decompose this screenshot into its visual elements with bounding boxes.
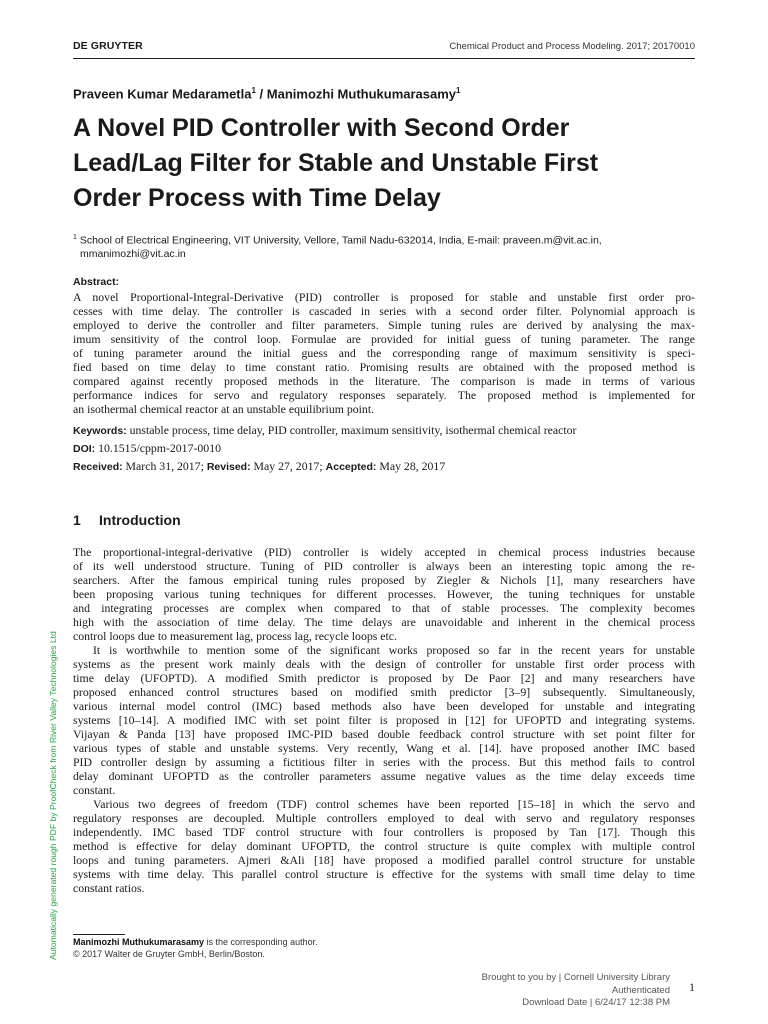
download-stamp-line: Download Date | 6/24/17 12:38 PM: [522, 997, 670, 1008]
text-line: systems as the present work mainly deals with the design of controller for unstable first order process with: [73, 657, 695, 671]
text-line: been proposing various tuning techniques for different processes. However, the tuning techniques for unstable: [73, 587, 695, 601]
abstract-line: of tuning parameter around the initial guess and the corresponding range of maximum sensitivity is speci-: [73, 346, 695, 360]
introduction-body: [73, 545, 695, 895]
keywords-value: unstable process, time delay, PID controller, maximum sensitivity, isothermal chemical reactor: [126, 423, 577, 437]
revised-label: Revised:: [206, 461, 251, 473]
footnote-divider: [73, 934, 125, 935]
abstract-line: compared against recently proposed methods in the literature. The comparison is made in terms of various: [73, 374, 695, 388]
text-line: It is worthwhile to mention some of the significant works proposed so far in the recent years for unstable: [93, 643, 695, 657]
abstract-line: an isothermal chemical reactor at an unstable equilibrium point.: [73, 402, 375, 416]
title-line: Order Process with Time Delay: [73, 184, 441, 212]
abstract-line: imum sensitivity of the control loop. Formulae are provided for initial guess of tuning parameter. The range: [73, 332, 695, 346]
text-line: regulatory responses are decoupled. Multiple controllers employed to deal with servo and regulatory responses: [73, 811, 695, 825]
text-line: systems with time delay. This parallel control structure is effective for the systems with small time delay to time: [73, 867, 695, 881]
running-header: [73, 40, 695, 56]
journal-citation: Chemical Product and Process Modeling. 2017; 20170010: [449, 41, 695, 52]
revised-date: May 27, 2017;: [250, 459, 326, 473]
text-line: Vijayan & Panda [13] have proposed IMC-PID based double feedback control structure with set point filter for: [73, 727, 695, 741]
corresponding-author-note: [73, 936, 318, 948]
author-separator: /: [255, 86, 267, 102]
keywords: [73, 423, 695, 438]
abstract-line: performance indices for servo and regulatory responses separately. The proposed method is implemented for: [73, 388, 695, 402]
affiliation-text: School of Electrical Engineering, VIT University, Vellore, Tamil Nadu-632014, India, E-mail: praveen.m@vit.ac.in,: [76, 234, 602, 247]
section-heading: [73, 512, 181, 528]
text-line: The proportional-integral-derivative (PID) controller is widely accepted in chemical process industries because: [73, 545, 695, 559]
abstract-line: employed to derive the controller and filter parameters. Simple tuning rules are derived by analysing the max-: [73, 318, 695, 332]
doi-label: DOI:: [73, 443, 96, 455]
title-line: A Novel PID Controller with Second Order: [73, 114, 570, 142]
text-line: various types of stable and unstable systems. Very recently, Wang et al. [14]. have proposed another IMC based: [73, 741, 695, 755]
download-stamp-line: Brought to you by | Cornell University Library: [481, 972, 670, 983]
section-title: Introduction: [99, 512, 181, 528]
keywords-label: Keywords:: [73, 425, 127, 437]
footnotes: [73, 936, 318, 960]
paragraph: [73, 545, 695, 643]
text-line: high with the association of time delay. The time delays are unavoidable and inherent in the chemical process: [73, 615, 695, 629]
corresponding-author-name: Manimozhi Muthukumarasamy: [73, 937, 205, 947]
author-name: Praveen Kumar Medarametla: [73, 86, 252, 102]
affiliation: [73, 231, 673, 261]
proofcheck-margin-note: Automatically generated rough PDF by ProofCheck from River Valley Technologies Ltd: [48, 631, 58, 960]
received-label: Received:: [73, 461, 123, 473]
doi: [73, 441, 695, 456]
text-line: constant ratios.: [73, 881, 145, 895]
text-line: proposed enhanced control structures based on modified smith predictor [3–9] subsequently. Simultaneously,: [73, 685, 695, 699]
author-list: [73, 86, 461, 101]
abstract-body: [73, 290, 695, 416]
paper-title: [73, 111, 695, 216]
abstract-line: fied based on time delay to time constant ratio. Promising results are obtained with the proposed method is: [73, 360, 695, 374]
copyright-notice: © 2017 Walter de Gruyter GmbH, Berlin/Boston.: [73, 949, 265, 959]
text-line: loops and tuning parameters. Ajmeri &Ali [18] have proposed a modified parallel control structure for unstable: [73, 853, 695, 867]
text-line: Various two degrees of freedom (TDF) control schemes have been reported [15–18] in which the servo and: [93, 797, 695, 811]
paragraph: [73, 797, 695, 895]
received-date: March 31, 2017;: [122, 459, 207, 473]
text-line: searchers. After the famous empirical tuning rules proposed by Ziegler & Nichols [1], many researchers have: [73, 573, 695, 587]
publisher-name: DE GRUYTER: [73, 40, 143, 52]
text-line: method is effective for delay dominant UFOPTD, the control structure is quite complex with multiple control: [73, 839, 695, 853]
abstract-heading: Abstract:: [73, 276, 120, 288]
article-dates: [73, 459, 695, 474]
text-line: time delay (UFOPTD). A modified Smith predictor is proposed by De Paor [2] and many researchers have: [73, 671, 695, 685]
affiliation-marker: 1: [456, 86, 461, 95]
paragraph: [73, 643, 695, 797]
affiliation-marker: 1: [251, 86, 256, 95]
doi-value: 10.1515/cppm-2017-0010: [95, 441, 221, 455]
text-line: PID controller design by assuming a fictitious filter in series with the process. But this method fails to control: [73, 755, 695, 769]
affiliation-marker: 1: [73, 234, 77, 241]
corresponding-author-text: is the corresponding author.: [204, 937, 318, 947]
text-line: delay dominant UFOPTD as the controller parameters assume negative values as the time delay exceeds time: [73, 769, 695, 783]
text-line: independently. IMC based TDF control structure with four controllers is proposed by Tan [17]. Though this: [73, 825, 695, 839]
text-line: systems [10–14]. A modified IMC with set point filter is proposed in [12] for UFOPTD and integrating systems.: [73, 713, 695, 727]
affiliation-email: mmanimozhi@vit.ac.in: [80, 247, 186, 260]
affiliation-line: [73, 231, 673, 248]
text-line: constant.: [73, 783, 116, 797]
section-number: 1: [73, 512, 81, 528]
header-divider: [73, 58, 695, 59]
text-line: control loops due to measurement lag, process lag, recycle loops etc.: [73, 629, 397, 643]
text-line: of its well understood structure. Tuning of PID controller is always been an interesting topic among the re-: [73, 559, 695, 573]
abstract-line: cesses with time delay. The controller is cascaded in series with a second order filter. Polynomial approach is: [73, 304, 695, 318]
title-line: Lead/Lag Filter for Stable and Unstable First: [73, 149, 599, 177]
accepted-label: Accepted:: [325, 461, 377, 473]
download-stamp: [420, 972, 670, 1010]
download-stamp-line: Authenticated: [611, 984, 670, 996]
accepted-date: May 28, 2017: [376, 459, 446, 473]
text-line: and integrating processes are complex when compared to that of stable processes. The complexity becomes: [73, 601, 695, 615]
author-name: Manimozhi Muthukumarasamy: [266, 86, 457, 102]
abstract-line: A novel Proportional-Integral-Derivative (PID) controller is proposed for stable and unstable first order pro-: [73, 290, 695, 304]
text-line: various internal model control (IMC) based methods also have been developed for unstable and integrating: [73, 699, 695, 713]
page-number: 1: [689, 980, 695, 994]
